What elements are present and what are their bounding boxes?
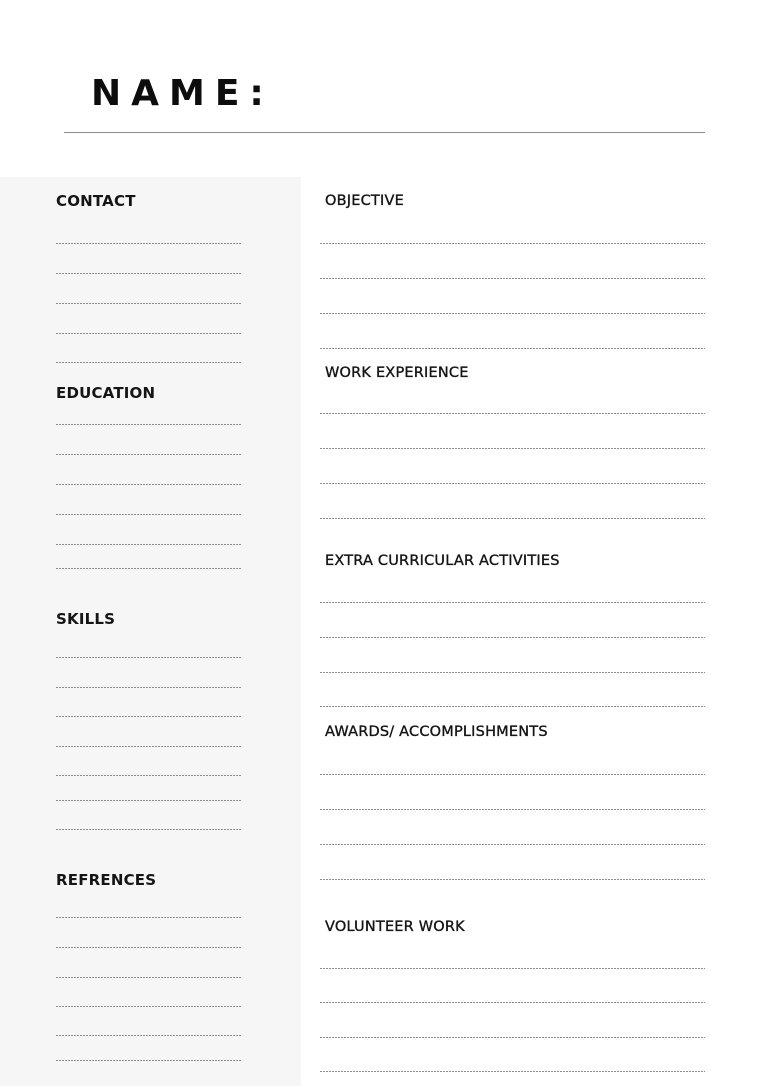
education-write-line[interactable] <box>56 424 241 425</box>
section-heading-awards-accomplishments: AWARDS/ ACCOMPLISHMENTS <box>325 724 548 740</box>
section-heading-work-experience: WORK EXPERIENCE <box>325 365 469 381</box>
education-write-line[interactable] <box>56 454 241 455</box>
section-heading-skills: SKILLS <box>56 610 116 628</box>
refrences-write-line[interactable] <box>56 1006 241 1007</box>
work-experience-write-line[interactable] <box>320 448 705 449</box>
objective-write-line[interactable] <box>320 243 705 244</box>
section-heading-education: EDUCATION <box>56 384 156 402</box>
contact-write-line[interactable] <box>56 243 241 244</box>
volunteer-work-write-line[interactable] <box>320 1002 705 1003</box>
skills-write-line[interactable] <box>56 657 241 658</box>
education-write-line[interactable] <box>56 544 241 545</box>
refrences-write-line[interactable] <box>56 917 241 918</box>
contact-write-line[interactable] <box>56 362 241 363</box>
awards-accomplishments-write-line[interactable] <box>320 774 705 775</box>
refrences-write-line[interactable] <box>56 977 241 978</box>
objective-write-line[interactable] <box>320 278 705 279</box>
refrences-write-line[interactable] <box>56 1060 241 1061</box>
education-write-line[interactable] <box>56 514 241 515</box>
contact-write-line[interactable] <box>56 333 241 334</box>
refrences-write-line[interactable] <box>56 1035 241 1036</box>
skills-write-line[interactable] <box>56 775 241 776</box>
skills-write-line[interactable] <box>56 687 241 688</box>
section-heading-extra-curricular-activities: EXTRA CURRICULAR ACTIVITIES <box>325 553 560 569</box>
extra-curricular-activities-write-line[interactable] <box>320 602 705 603</box>
volunteer-work-write-line[interactable] <box>320 1037 705 1038</box>
awards-accomplishments-write-line[interactable] <box>320 879 705 880</box>
objective-write-line[interactable] <box>320 348 705 349</box>
extra-curricular-activities-write-line[interactable] <box>320 706 705 707</box>
volunteer-work-write-line[interactable] <box>320 1071 705 1072</box>
skills-write-line[interactable] <box>56 746 241 747</box>
contact-write-line[interactable] <box>56 273 241 274</box>
objective-write-line[interactable] <box>320 313 705 314</box>
extra-curricular-activities-write-line[interactable] <box>320 637 705 638</box>
sidebar-panel <box>0 177 301 1086</box>
education-write-line[interactable] <box>56 484 241 485</box>
extra-curricular-activities-write-line[interactable] <box>320 672 705 673</box>
volunteer-work-write-line[interactable] <box>320 968 705 969</box>
section-heading-objective: OBJECTIVE <box>325 193 404 209</box>
work-experience-write-line[interactable] <box>320 518 705 519</box>
skills-write-line[interactable] <box>56 800 241 801</box>
education-write-line[interactable] <box>56 568 241 569</box>
name-label: NAME: <box>91 73 274 114</box>
name-input-line[interactable] <box>64 132 705 133</box>
section-heading-refrences: REFRENCES <box>56 871 157 889</box>
refrences-write-line[interactable] <box>56 947 241 948</box>
section-heading-contact: CONTACT <box>56 192 136 210</box>
section-heading-volunteer-work: VOLUNTEER WORK <box>325 919 465 935</box>
awards-accomplishments-write-line[interactable] <box>320 809 705 810</box>
contact-write-line[interactable] <box>56 303 241 304</box>
work-experience-write-line[interactable] <box>320 413 705 414</box>
skills-write-line[interactable] <box>56 829 241 830</box>
work-experience-write-line[interactable] <box>320 483 705 484</box>
awards-accomplishments-write-line[interactable] <box>320 844 705 845</box>
skills-write-line[interactable] <box>56 716 241 717</box>
